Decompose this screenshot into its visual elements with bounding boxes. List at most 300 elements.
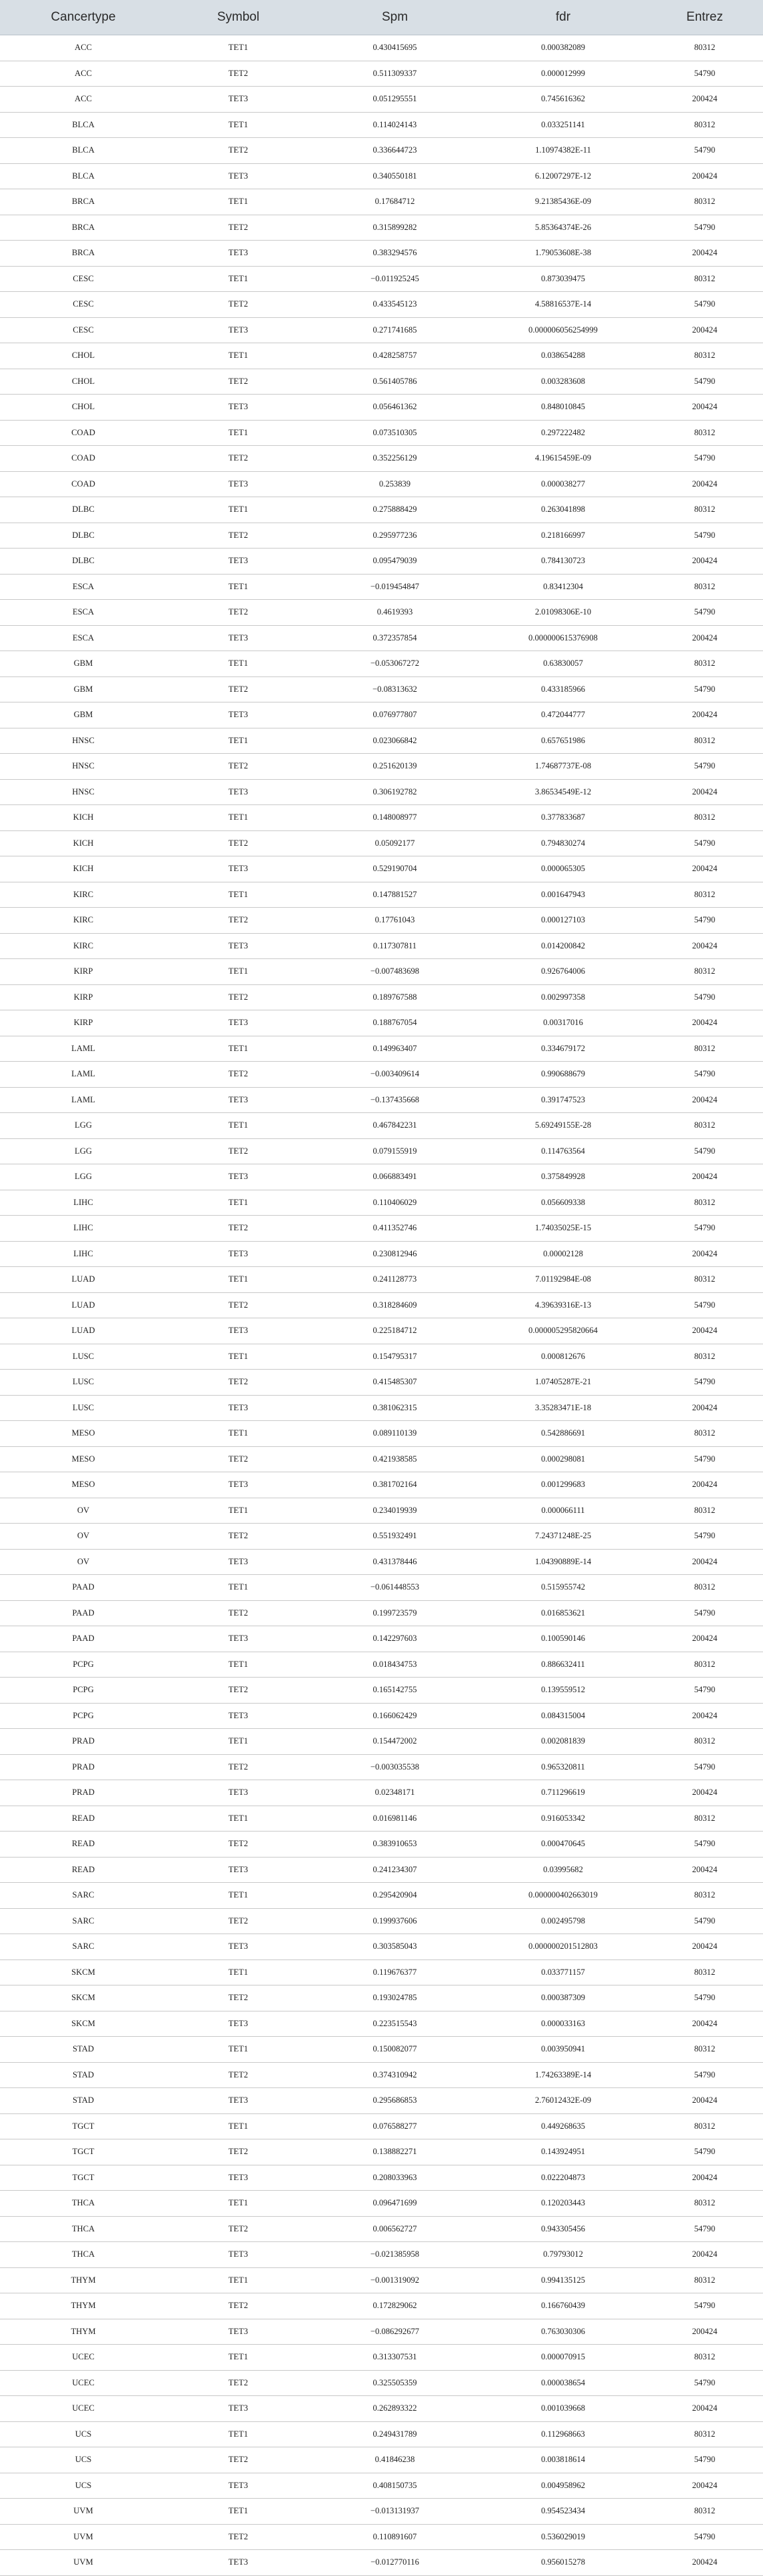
cell-fdr: 0.375849928 — [480, 1164, 646, 1190]
cell-cancertype: CESC — [0, 266, 167, 292]
cell-entrez: 54790 — [646, 2293, 763, 2319]
table-row — [0, 1318, 763, 1344]
cell-fdr: 0.038654288 — [480, 343, 646, 369]
header-spm: Spm — [310, 0, 480, 35]
table-row — [0, 2242, 763, 2268]
cell-fdr: 4.19615459E-09 — [480, 446, 646, 472]
table-row — [0, 830, 763, 856]
cell-symbol: TET3 — [167, 1241, 310, 1267]
cell-entrez: 200424 — [646, 549, 763, 575]
cell-spm: 0.529190704 — [310, 856, 480, 882]
cell-symbol: TET1 — [167, 1190, 310, 1216]
cell-symbol: TET1 — [167, 189, 310, 215]
cell-symbol: TET1 — [167, 1421, 310, 1447]
table-row — [0, 1164, 763, 1190]
cell-spm: 0.4619393 — [310, 600, 480, 626]
cell-spm: 0.41846238 — [310, 2447, 480, 2473]
cell-symbol: TET3 — [167, 1780, 310, 1806]
table-row — [0, 1524, 763, 1550]
cell-symbol: TET3 — [167, 1549, 310, 1575]
cell-fdr: 0.886632411 — [480, 1652, 646, 1678]
cell-cancertype: THYM — [0, 2319, 167, 2345]
cell-fdr: 0.926764006 — [480, 959, 646, 985]
cell-symbol: TET3 — [167, 87, 310, 113]
cell-entrez: 80312 — [646, 1652, 763, 1678]
cell-spm: 0.193024785 — [310, 1985, 480, 2011]
table-row — [0, 1421, 763, 1447]
table-row — [0, 1472, 763, 1498]
cell-fdr: 0.542886691 — [480, 1421, 646, 1447]
cell-spm: 0.110406029 — [310, 1190, 480, 1216]
cell-symbol: TET3 — [167, 1318, 310, 1344]
table-row — [0, 2139, 763, 2165]
cell-cancertype: SKCM — [0, 2011, 167, 2037]
cell-cancertype: BLCA — [0, 112, 167, 138]
cell-entrez: 200424 — [646, 2550, 763, 2576]
cell-spm: −0.007483698 — [310, 959, 480, 985]
cell-spm: 0.352256129 — [310, 446, 480, 472]
cell-spm: 0.149963407 — [310, 1036, 480, 1062]
cell-entrez: 80312 — [646, 1267, 763, 1293]
cell-fdr: 0.218166997 — [480, 523, 646, 549]
cell-spm: 0.318284609 — [310, 1292, 480, 1318]
cell-entrez: 54790 — [646, 446, 763, 472]
cell-fdr: 0.000382089 — [480, 35, 646, 61]
cell-symbol: TET3 — [167, 1395, 310, 1421]
cell-cancertype: THYM — [0, 2293, 167, 2319]
table-row — [0, 343, 763, 369]
cell-spm: 0.315899282 — [310, 215, 480, 241]
cell-fdr: 0.449268635 — [480, 2113, 646, 2139]
table-row — [0, 1446, 763, 1472]
table-row — [0, 61, 763, 87]
cell-cancertype: GBM — [0, 676, 167, 702]
table-row — [0, 1832, 763, 1858]
cell-symbol: TET2 — [167, 754, 310, 780]
cell-fdr: 0.83412304 — [480, 574, 646, 600]
cell-spm: 0.381062315 — [310, 1395, 480, 1421]
cell-cancertype: KICH — [0, 805, 167, 831]
cell-spm: 0.189767588 — [310, 984, 480, 1010]
cell-entrez: 80312 — [646, 1959, 763, 1985]
cell-entrez: 54790 — [646, 2524, 763, 2550]
table-row — [0, 1934, 763, 1960]
table-row — [0, 2499, 763, 2525]
cell-symbol: TET1 — [167, 1575, 310, 1601]
cell-fdr: 6.12007297E-12 — [480, 163, 646, 189]
cell-symbol: TET2 — [167, 2293, 310, 2319]
table-row — [0, 35, 763, 61]
cell-spm: 0.154795317 — [310, 1344, 480, 1370]
cell-symbol: TET1 — [167, 1498, 310, 1524]
cell-cancertype: SARC — [0, 1934, 167, 1960]
cell-spm: −0.013131937 — [310, 2499, 480, 2525]
cell-fdr: 0.004958962 — [480, 2473, 646, 2499]
cell-entrez: 54790 — [646, 2062, 763, 2088]
cell-spm: 0.230812946 — [310, 1241, 480, 1267]
cell-symbol: TET3 — [167, 1472, 310, 1498]
table-row — [0, 2165, 763, 2191]
table-row — [0, 471, 763, 497]
cell-fdr: 0.033771157 — [480, 1959, 646, 1985]
cell-spm: 0.408150735 — [310, 2473, 480, 2499]
cell-spm: 0.340550181 — [310, 163, 480, 189]
cell-entrez: 54790 — [646, 2447, 763, 2473]
table-row — [0, 1395, 763, 1421]
cell-fdr: 0.000066111 — [480, 1498, 646, 1524]
cell-symbol: TET1 — [167, 1344, 310, 1370]
cell-fdr: 3.86534549E-12 — [480, 779, 646, 805]
cell-cancertype: READ — [0, 1832, 167, 1858]
cell-fdr: 1.74687737E-08 — [480, 754, 646, 780]
cell-spm: 0.383910653 — [310, 1832, 480, 1858]
cell-spm: 0.056461362 — [310, 395, 480, 421]
cell-symbol: TET1 — [167, 420, 310, 446]
cell-entrez: 200424 — [646, 1164, 763, 1190]
cell-entrez: 200424 — [646, 1395, 763, 1421]
cell-symbol: TET3 — [167, 2550, 310, 2576]
cell-spm: 0.188767054 — [310, 1010, 480, 1036]
cell-fdr: 1.74035025E-15 — [480, 1216, 646, 1242]
cell-symbol: TET2 — [167, 2447, 310, 2473]
cell-spm: 0.166062429 — [310, 1703, 480, 1729]
cell-symbol: TET1 — [167, 266, 310, 292]
table-row — [0, 549, 763, 575]
cell-entrez: 54790 — [646, 600, 763, 626]
cell-spm: −0.011925245 — [310, 266, 480, 292]
cell-cancertype: DLBC — [0, 497, 167, 523]
cell-symbol: TET1 — [167, 1959, 310, 1985]
cell-fdr: 0.000070915 — [480, 2345, 646, 2371]
cell-fdr: 2.01098306E-10 — [480, 600, 646, 626]
cell-entrez: 54790 — [646, 369, 763, 395]
cell-cancertype: STAD — [0, 2088, 167, 2114]
cell-entrez: 200424 — [646, 1010, 763, 1036]
table-row — [0, 2113, 763, 2139]
cell-symbol: TET1 — [167, 1729, 310, 1755]
cell-spm: 0.199723579 — [310, 1600, 480, 1626]
cell-cancertype: HNSC — [0, 779, 167, 805]
cell-spm: 0.119676377 — [310, 1959, 480, 1985]
cell-entrez: 80312 — [646, 1113, 763, 1139]
cell-symbol: TET2 — [167, 1524, 310, 1550]
cell-entrez: 80312 — [646, 2345, 763, 2371]
table-header — [0, 0, 763, 35]
cell-cancertype: LUAD — [0, 1318, 167, 1344]
cell-symbol: TET3 — [167, 395, 310, 421]
cell-cancertype: BRCA — [0, 241, 167, 267]
table-row — [0, 1703, 763, 1729]
header-cancertype: Cancertype — [0, 0, 167, 35]
cell-spm: 0.428258757 — [310, 343, 480, 369]
table-row — [0, 1370, 763, 1396]
cell-fdr: 0.003283608 — [480, 369, 646, 395]
cell-symbol: TET3 — [167, 1626, 310, 1652]
cell-entrez: 80312 — [646, 1190, 763, 1216]
cell-entrez: 80312 — [646, 112, 763, 138]
cell-cancertype: KIRC — [0, 908, 167, 934]
cell-entrez: 80312 — [646, 1498, 763, 1524]
cell-spm: −0.053067272 — [310, 651, 480, 677]
table-row — [0, 497, 763, 523]
table-row — [0, 933, 763, 959]
cell-symbol: TET2 — [167, 215, 310, 241]
table-row — [0, 959, 763, 985]
cell-spm: 0.253839 — [310, 471, 480, 497]
table-row — [0, 1216, 763, 1242]
table-row — [0, 87, 763, 113]
table-row — [0, 1985, 763, 2011]
cell-fdr: 0.166760439 — [480, 2293, 646, 2319]
cell-fdr: 0.014200842 — [480, 933, 646, 959]
cell-symbol: TET2 — [167, 600, 310, 626]
cell-cancertype: SARC — [0, 1908, 167, 1934]
cell-entrez: 54790 — [646, 830, 763, 856]
cell-spm: 0.415485307 — [310, 1370, 480, 1396]
cell-cancertype: UCS — [0, 2447, 167, 2473]
cell-entrez: 200424 — [646, 779, 763, 805]
table-row — [0, 574, 763, 600]
table-row — [0, 1857, 763, 1883]
cell-spm: −0.061448553 — [310, 1575, 480, 1601]
cell-cancertype: CHOL — [0, 343, 167, 369]
cell-spm: 0.05092177 — [310, 830, 480, 856]
cell-fdr: 1.04390889E-14 — [480, 1549, 646, 1575]
table-row — [0, 2473, 763, 2499]
cell-spm: 0.241234307 — [310, 1857, 480, 1883]
cell-fdr: 4.58816537E-14 — [480, 292, 646, 318]
cell-fdr: 0.120203443 — [480, 2191, 646, 2217]
cell-cancertype: THCA — [0, 2216, 167, 2242]
cell-spm: 0.172829062 — [310, 2293, 480, 2319]
cell-entrez: 80312 — [646, 2499, 763, 2525]
table-row — [0, 1087, 763, 1113]
cell-entrez: 80312 — [646, 959, 763, 985]
cell-spm: 0.433545123 — [310, 292, 480, 318]
cell-fdr: 0.002495798 — [480, 1908, 646, 1934]
cell-spm: 0.336644723 — [310, 138, 480, 164]
table-row — [0, 241, 763, 267]
cell-entrez: 200424 — [646, 2088, 763, 2114]
table-row — [0, 395, 763, 421]
cell-symbol: TET1 — [167, 2499, 310, 2525]
cell-symbol: TET2 — [167, 1678, 310, 1704]
cell-cancertype: OV — [0, 1524, 167, 1550]
cell-spm: 0.02348171 — [310, 1780, 480, 1806]
cell-cancertype: UVM — [0, 2550, 167, 2576]
cell-spm: 0.018434753 — [310, 1652, 480, 1678]
table-row — [0, 138, 763, 164]
cell-symbol: TET2 — [167, 1985, 310, 2011]
cell-symbol: TET2 — [167, 908, 310, 934]
table-row — [0, 1344, 763, 1370]
cell-cancertype: PRAD — [0, 1754, 167, 1780]
cell-cancertype: GBM — [0, 702, 167, 728]
cell-symbol: TET1 — [167, 959, 310, 985]
cell-spm: −0.012770116 — [310, 2550, 480, 2576]
cell-symbol: TET2 — [167, 2216, 310, 2242]
cell-symbol: TET3 — [167, 1087, 310, 1113]
cell-entrez: 200424 — [646, 163, 763, 189]
table-row — [0, 676, 763, 702]
table-row — [0, 600, 763, 626]
cell-spm: 0.234019939 — [310, 1498, 480, 1524]
table-row — [0, 2011, 763, 2037]
cell-entrez: 200424 — [646, 1472, 763, 1498]
cell-fdr: 0.003818614 — [480, 2447, 646, 2473]
table-row — [0, 1498, 763, 1524]
cell-spm: 0.114024143 — [310, 112, 480, 138]
cell-entrez: 200424 — [646, 1626, 763, 1652]
cell-fdr: 0.100590146 — [480, 1626, 646, 1652]
cell-fdr: 1.74263389E-14 — [480, 2062, 646, 2088]
cell-entrez: 200424 — [646, 471, 763, 497]
cell-symbol: TET1 — [167, 2267, 310, 2293]
cell-spm: 0.223515543 — [310, 2011, 480, 2037]
cell-cancertype: DLBC — [0, 549, 167, 575]
cell-spm: 0.241128773 — [310, 1267, 480, 1293]
cell-spm: 0.066883491 — [310, 1164, 480, 1190]
table-row — [0, 2267, 763, 2293]
cell-symbol: TET3 — [167, 2242, 310, 2268]
cell-spm: −0.003035538 — [310, 1754, 480, 1780]
cell-spm: 0.511309337 — [310, 61, 480, 87]
cell-spm: 0.551932491 — [310, 1524, 480, 1550]
cell-cancertype: GBM — [0, 651, 167, 677]
cell-spm: 0.138882271 — [310, 2139, 480, 2165]
cell-fdr: 0.536029019 — [480, 2524, 646, 2550]
cell-cancertype: UCS — [0, 2473, 167, 2499]
cell-fdr: 4.39639316E-13 — [480, 1292, 646, 1318]
cell-cancertype: SKCM — [0, 1985, 167, 2011]
cell-cancertype: UCS — [0, 2421, 167, 2447]
cell-fdr: 0.377833687 — [480, 805, 646, 831]
cell-fdr: 0.000038654 — [480, 2370, 646, 2396]
cell-cancertype: COAD — [0, 446, 167, 472]
cell-entrez: 80312 — [646, 1883, 763, 1909]
cell-entrez: 80312 — [646, 805, 763, 831]
header-entrez: Entrez — [646, 0, 763, 35]
cell-cancertype: ACC — [0, 87, 167, 113]
table-row — [0, 215, 763, 241]
cell-cancertype: COAD — [0, 420, 167, 446]
cell-spm: 0.303585043 — [310, 1934, 480, 1960]
header-symbol: Symbol — [167, 0, 310, 35]
cell-fdr: 3.35283471E-18 — [480, 1395, 646, 1421]
cell-cancertype: TGCT — [0, 2165, 167, 2191]
table-row — [0, 1010, 763, 1036]
cell-cancertype: CESC — [0, 317, 167, 343]
cell-symbol: TET2 — [167, 1832, 310, 1858]
cell-cancertype: BRCA — [0, 189, 167, 215]
cell-entrez: 200424 — [646, 856, 763, 882]
cell-symbol: TET1 — [167, 2037, 310, 2063]
cell-spm: 0.147881527 — [310, 882, 480, 908]
cell-symbol: TET1 — [167, 343, 310, 369]
table-row — [0, 1600, 763, 1626]
cell-entrez: 200424 — [646, 2396, 763, 2422]
table-row — [0, 266, 763, 292]
cell-fdr: 0.084315004 — [480, 1703, 646, 1729]
cell-fdr: 0.990688679 — [480, 1062, 646, 1088]
cell-fdr: 9.21385436E-09 — [480, 189, 646, 215]
cell-symbol: TET2 — [167, 830, 310, 856]
table-row — [0, 2191, 763, 2217]
cell-entrez: 54790 — [646, 754, 763, 780]
table-row — [0, 1959, 763, 1985]
cell-cancertype: LUAD — [0, 1292, 167, 1318]
cell-spm: 0.17761043 — [310, 908, 480, 934]
cell-entrez: 200424 — [646, 1318, 763, 1344]
cell-symbol: TET1 — [167, 1652, 310, 1678]
cell-entrez: 54790 — [646, 1292, 763, 1318]
cell-symbol: TET3 — [167, 625, 310, 651]
cell-symbol: TET1 — [167, 1113, 310, 1139]
cell-spm: 0.148008977 — [310, 805, 480, 831]
cell-symbol: TET2 — [167, 138, 310, 164]
cell-fdr: 0.016853621 — [480, 1600, 646, 1626]
cell-fdr: 0.001299683 — [480, 1472, 646, 1498]
cell-spm: 0.016981146 — [310, 1806, 480, 1832]
cell-spm: −0.019454847 — [310, 574, 480, 600]
table-row — [0, 754, 763, 780]
cell-spm: −0.137435668 — [310, 1087, 480, 1113]
cell-cancertype: KICH — [0, 830, 167, 856]
cell-fdr: 0.00317016 — [480, 1010, 646, 1036]
cell-spm: 0.089110139 — [310, 1421, 480, 1447]
cell-fdr: 0.000005295820664 — [480, 1318, 646, 1344]
table-row — [0, 856, 763, 882]
cell-cancertype: KIRC — [0, 882, 167, 908]
cell-entrez: 80312 — [646, 1036, 763, 1062]
cell-cancertype: LAML — [0, 1062, 167, 1088]
cell-symbol: TET1 — [167, 112, 310, 138]
table-row — [0, 1549, 763, 1575]
cell-cancertype: UCEC — [0, 2345, 167, 2371]
cell-fdr: 0.63830057 — [480, 651, 646, 677]
cell-symbol: TET3 — [167, 856, 310, 882]
table-row — [0, 189, 763, 215]
cell-entrez: 54790 — [646, 523, 763, 549]
cell-entrez: 200424 — [646, 317, 763, 343]
cell-symbol: TET2 — [167, 292, 310, 318]
cell-fdr: 0.763030306 — [480, 2319, 646, 2345]
cell-fdr: 0.000000201512803 — [480, 1934, 646, 1960]
cell-symbol: TET1 — [167, 2421, 310, 2447]
cell-symbol: TET1 — [167, 2345, 310, 2371]
cell-cancertype: THYM — [0, 2267, 167, 2293]
cell-spm: −0.086292677 — [310, 2319, 480, 2345]
cell-spm: 0.142297603 — [310, 1626, 480, 1652]
cell-symbol: TET1 — [167, 1267, 310, 1293]
cell-cancertype: KIRP — [0, 959, 167, 985]
cell-symbol: TET3 — [167, 933, 310, 959]
cell-entrez: 54790 — [646, 215, 763, 241]
table-row — [0, 984, 763, 1010]
cell-entrez: 54790 — [646, 1524, 763, 1550]
cell-fdr: 0.112968663 — [480, 2421, 646, 2447]
cell-cancertype: THCA — [0, 2191, 167, 2217]
cell-spm: 0.006562727 — [310, 2216, 480, 2242]
cell-entrez: 54790 — [646, 676, 763, 702]
cell-symbol: TET3 — [167, 1934, 310, 1960]
table-row — [0, 2062, 763, 2088]
cell-symbol: TET3 — [167, 2088, 310, 2114]
cell-entrez: 80312 — [646, 1344, 763, 1370]
cell-fdr: 0.114763564 — [480, 1138, 646, 1164]
cell-entrez: 54790 — [646, 1062, 763, 1088]
cell-cancertype: LUSC — [0, 1370, 167, 1396]
